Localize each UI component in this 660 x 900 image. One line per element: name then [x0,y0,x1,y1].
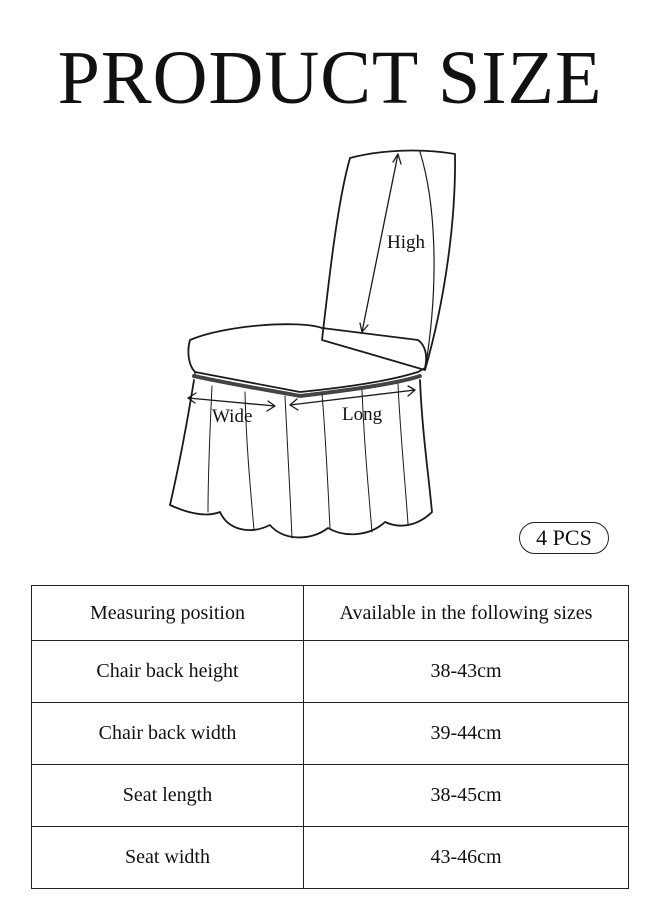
long-label: Long [342,404,383,425]
quantity-badge: 4 PCS [519,522,609,554]
table-row [32,827,629,889]
wide-arrow [188,398,275,406]
column-header: Measuring position [32,586,304,641]
table-row [32,765,629,827]
wide-label: Wide [212,406,253,427]
measuring-position-cell: Seat length [32,765,304,827]
table-row [32,641,629,703]
size-value-cell: 38-43cm [304,641,629,703]
column-header: Available in the following sizes [304,586,629,641]
size-value-cell: 38-45cm [304,765,629,827]
chair-illustration [150,140,460,560]
measuring-position-cell: Chair back height [32,641,304,703]
high-label: High [387,232,425,253]
page-title: PRODUCT SIZE [57,36,603,120]
size-value-cell: 43-46cm [304,827,629,889]
measuring-position-cell: Chair back width [32,703,304,765]
measuring-position-cell: Seat width [32,827,304,889]
size-value-cell: 39-44cm [304,703,629,765]
chair-cover-diagram [150,140,460,560]
table-row [32,703,629,765]
table-header-row [32,586,629,641]
long-arrow [290,390,415,405]
size-table [31,585,629,889]
